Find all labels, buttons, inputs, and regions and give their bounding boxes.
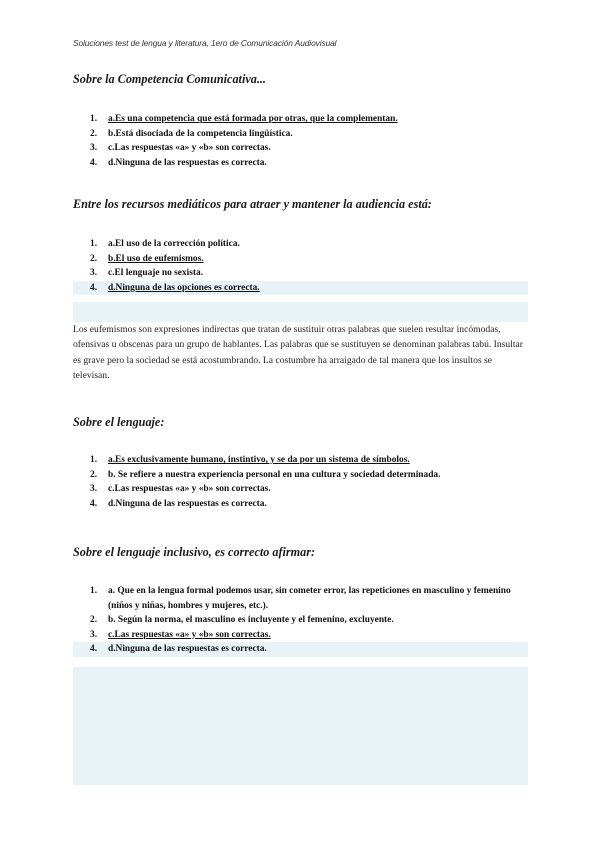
answer-list [73, 237, 528, 295]
option-text: a.El uso de la corrección política. [108, 239, 240, 249]
option-text: b. Se refiere a nuestra experiencia personal en una cultura y sociedad determinada. [108, 469, 441, 480]
option-text: d.Ninguna de las respuestas es correcta. [108, 157, 267, 168]
answer-option[interactable] [73, 127, 528, 142]
option-number: 3. [90, 143, 98, 154]
answer-feedback-box [73, 667, 528, 785]
option-number: 4. [90, 157, 98, 168]
answer-option[interactable] [73, 453, 528, 468]
answer-option[interactable] [73, 266, 528, 281]
page-header: Soluciones test de lengua y literatura, 1ero de Comunicación Audiovisual [73, 38, 337, 48]
option-number: 1. [90, 586, 98, 596]
option-text: a.Es una competencia que está formada por otras, que la complementan. [108, 114, 398, 124]
option-text: d.Ninguna de las respuestas es correcta. [108, 644, 267, 655]
answer-option[interactable] [73, 252, 528, 267]
answer-option[interactable] [73, 628, 528, 643]
option-number: 4. [90, 644, 98, 655]
option-text: a.Es exclusivamente humano, instintivo, y se da por un sistema de símbolos. [108, 455, 410, 465]
question-title: Entre los recursos mediáticos para atraer y mantener la audiencia está: [73, 197, 432, 211]
explanation-text: Los eufemismos son expresiones indirectas que tratan de sustituir otras palabras que suelen resultar incómodas, ofensivas u obscenas para un grupo de hablantes. Las palabras que se sustituyen se denominan palabras tabú. Insultar es grave pero la sociedad se está acostumbrando. La costumbre ha arraigado de tal manera que los insultos se televisan. [73, 324, 523, 381]
option-text: b.El uso de eufemismos. [108, 253, 204, 264]
option-number: 3. [90, 484, 98, 495]
option-number: 1. [90, 239, 98, 249]
answer-option[interactable] [73, 497, 528, 512]
option-number: 3. [90, 629, 98, 640]
answer-option[interactable] [73, 281, 528, 296]
option-text: b. Según la norma, el masculino es incluyente y el femenino, excluyente. [108, 615, 394, 626]
answer-list [73, 584, 528, 657]
option-number: 4. [90, 282, 98, 293]
answer-option[interactable] [73, 468, 528, 483]
question-title: Sobre la Competencia Comunicativa... [73, 72, 266, 86]
option-number: 2. [90, 253, 98, 264]
option-text: c.El lenguaje no sexista. [108, 268, 204, 279]
answer-option[interactable] [73, 642, 528, 657]
answer-option[interactable] [73, 584, 528, 613]
option-number: 2. [90, 615, 98, 626]
answer-option[interactable] [73, 613, 528, 628]
answer-list [73, 453, 528, 511]
option-number: 1. [90, 114, 98, 124]
option-text: d.Ninguna de las respuestas es correcta. [108, 498, 267, 509]
option-text: d.Ninguna de las opciones es correcta. [108, 282, 260, 293]
answer-option[interactable] [73, 156, 528, 171]
answer-option[interactable] [73, 141, 528, 156]
option-number: 2. [90, 128, 98, 139]
option-number: 4. [90, 498, 98, 509]
answer-list [73, 112, 528, 170]
option-number: 3. [90, 268, 98, 279]
question-title: Sobre el lenguaje: [73, 415, 165, 429]
option-text: c.Las respuestas «a» y «b» son correctas. [108, 629, 271, 640]
option-text: b.Está disociada de la competencia lingüística. [108, 128, 293, 139]
answer-feedback-box [73, 302, 528, 322]
question-title: Sobre el lenguaje inclusivo, es correcto afirmar: [73, 545, 316, 559]
option-number: 1. [90, 455, 98, 465]
option-text: c.Las respuestas «a» y «b» son correctas. [108, 143, 271, 154]
option-text: a. Que en la lengua formal podemos usar, sin cometer error, las repeticiones en masculino y femenino (niños y niñas, hombres y mujeres, etc.). [108, 586, 511, 611]
answer-option[interactable] [73, 112, 528, 127]
option-text: c.Las respuestas «a» y «b» son correctas. [108, 484, 271, 495]
option-number: 2. [90, 469, 98, 480]
answer-option[interactable] [73, 482, 528, 497]
answer-option[interactable] [73, 237, 528, 252]
